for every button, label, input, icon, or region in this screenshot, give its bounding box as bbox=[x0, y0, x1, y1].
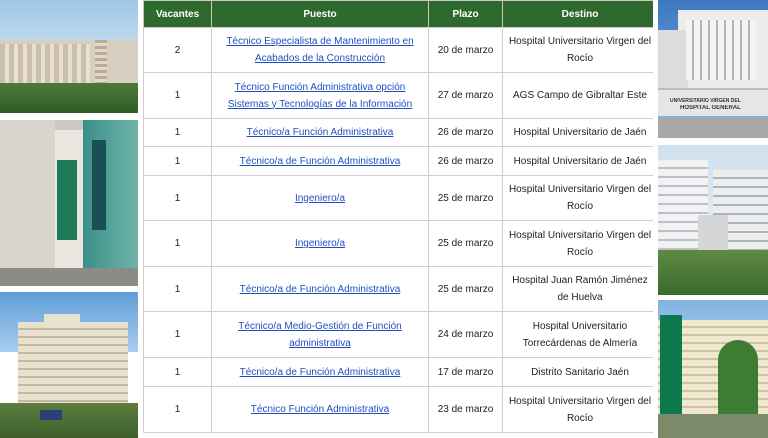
hospital-photo-right-3 bbox=[658, 300, 768, 438]
cell-puesto bbox=[212, 267, 429, 312]
puesto-link[interactable]: Ingeniero/a bbox=[294, 192, 346, 204]
puesto-link[interactable]: Técnico Especialista de Mantenimiento en Acabados de la Construcción bbox=[226, 36, 414, 64]
cell-vacantes: 1 bbox=[144, 119, 212, 147]
puesto-link[interactable]: Técnico/a de Función Administrativa bbox=[239, 155, 401, 167]
hospital-photo-left-2 bbox=[0, 120, 138, 286]
vacancies-table bbox=[143, 0, 653, 433]
header-destino: Destino bbox=[503, 1, 654, 28]
cell-vacantes: 1 bbox=[144, 387, 212, 433]
cell-vacantes: 1 bbox=[144, 147, 212, 176]
puesto-link[interactable]: Técnico/a Función Administrativa bbox=[246, 127, 394, 138]
cell-vacantes: 1 bbox=[144, 312, 212, 358]
cell-vacantes: 1 bbox=[144, 358, 212, 387]
vacancies-table-container bbox=[143, 0, 653, 438]
table-header-row bbox=[144, 1, 654, 28]
cell-destino: Hospital Universitario Virgen del Rocío bbox=[503, 221, 654, 267]
hospital-photo-right-2 bbox=[658, 145, 768, 295]
table-row bbox=[144, 387, 654, 433]
header-plazo: Plazo bbox=[429, 1, 503, 28]
cell-puesto bbox=[212, 28, 429, 73]
puesto-link[interactable]: Técnico Función Administrativa opción Sistemas y Tecnologías de la Información bbox=[227, 81, 413, 110]
cell-puesto bbox=[212, 147, 429, 176]
cell-puesto bbox=[212, 73, 429, 119]
cell-plazo: 25 de marzo bbox=[429, 267, 503, 312]
hospital-photo-left-3 bbox=[0, 292, 138, 438]
cell-puesto bbox=[212, 312, 429, 358]
header-vacantes: Vacantes bbox=[144, 1, 212, 28]
cell-puesto bbox=[212, 176, 429, 221]
table-row bbox=[144, 312, 654, 358]
puesto-link[interactable]: Técnico/a de Función Administrativa bbox=[239, 366, 401, 378]
cell-plazo: 26 de marzo bbox=[429, 147, 503, 176]
cell-puesto bbox=[212, 387, 429, 433]
table-row bbox=[144, 267, 654, 312]
cell-plazo: 27 de marzo bbox=[429, 73, 503, 119]
cell-destino: Distrito Sanitario Jaén bbox=[503, 358, 654, 387]
cell-destino: Hospital Juan Ramón Jiménez de Huelva bbox=[503, 267, 654, 312]
hospital-photo-right-1 bbox=[658, 0, 768, 138]
table-row bbox=[144, 147, 654, 176]
header-puesto: Puesto bbox=[212, 1, 429, 28]
puesto-link[interactable]: Técnico/a Medio-Gestión de Función administrativa bbox=[238, 320, 402, 349]
hospital-sign-line-2: HOSPITAL GENERAL bbox=[680, 105, 741, 111]
cell-plazo: 25 de marzo bbox=[429, 176, 503, 221]
cell-vacantes: 1 bbox=[144, 73, 212, 119]
puesto-link[interactable]: Ingeniero/a bbox=[294, 238, 346, 249]
hospital-photo-left-1 bbox=[0, 0, 138, 113]
puesto-link[interactable]: Técnico/a de Función Administrativa bbox=[239, 283, 401, 295]
puesto-link[interactable]: Técnico Función Administrativa bbox=[250, 404, 390, 415]
cell-plazo: 17 de marzo bbox=[429, 358, 503, 387]
cell-puesto bbox=[212, 358, 429, 387]
cell-destino: Hospital Universitario de Jaén bbox=[503, 119, 654, 147]
table-row bbox=[144, 119, 654, 147]
table-row bbox=[144, 73, 654, 119]
cell-destino: Hospital Universitario Virgen del Rocío bbox=[503, 387, 654, 433]
cell-vacantes: 1 bbox=[144, 176, 212, 221]
table-row bbox=[144, 28, 654, 73]
cell-plazo: 25 de marzo bbox=[429, 221, 503, 267]
cell-plazo: 20 de marzo bbox=[429, 28, 503, 73]
cell-vacantes: 1 bbox=[144, 221, 212, 267]
table-row bbox=[144, 358, 654, 387]
cell-puesto bbox=[212, 221, 429, 267]
cell-puesto bbox=[212, 119, 429, 147]
cell-vacantes: 1 bbox=[144, 267, 212, 312]
cell-plazo: 26 de marzo bbox=[429, 119, 503, 147]
cell-destino: Hospital Universitario Torrecárdenas de Almería bbox=[503, 312, 654, 358]
cell-destino: Hospital Universitario de Jaén bbox=[503, 147, 654, 176]
cell-vacantes: 2 bbox=[144, 28, 212, 73]
table-row bbox=[144, 221, 654, 267]
cell-destino: AGS Campo de Gibraltar Este bbox=[503, 73, 654, 119]
cell-destino: Hospital Universitario Virgen del Rocío bbox=[503, 176, 654, 221]
table-row bbox=[144, 176, 654, 221]
cell-plazo: 23 de marzo bbox=[429, 387, 503, 433]
cell-destino: Hospital Universitario Virgen del Rocío bbox=[503, 28, 654, 73]
cell-plazo: 24 de marzo bbox=[429, 312, 503, 358]
hospital-sign-line-1: UNIVERSITARIO VIRGEN DEL bbox=[670, 98, 741, 104]
